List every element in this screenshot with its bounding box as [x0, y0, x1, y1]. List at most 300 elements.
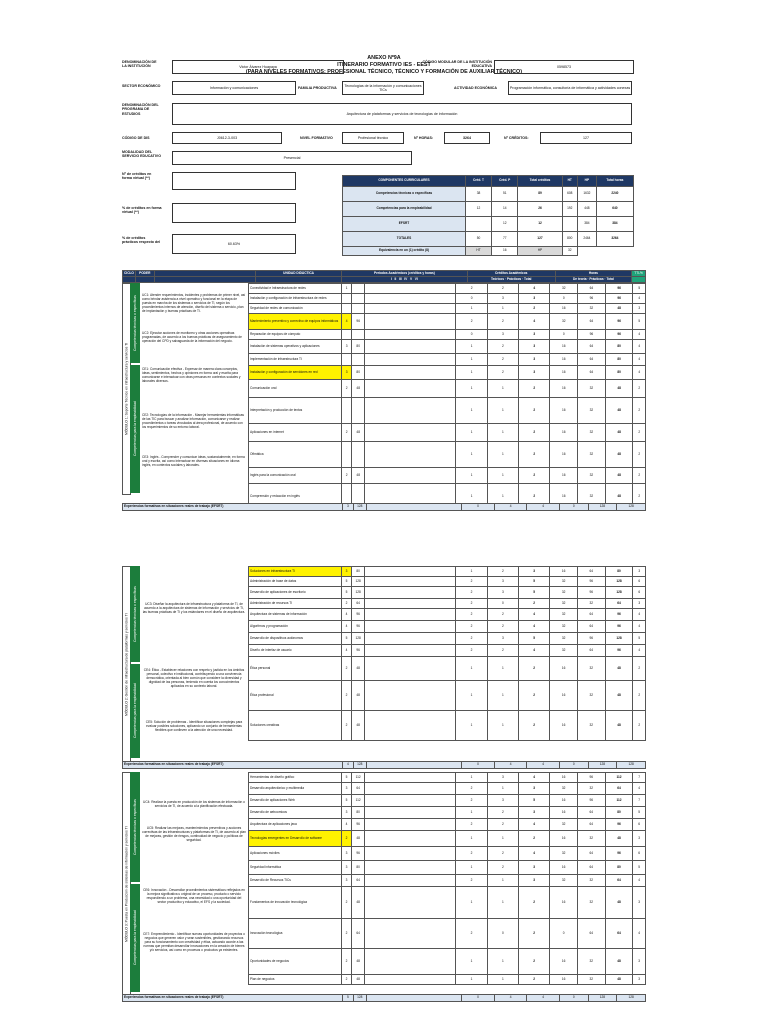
table-row	[249, 609, 646, 621]
period-blank-cell	[365, 468, 456, 484]
unidad-cell: Implementación de infraestructura TI	[249, 354, 342, 366]
ce6-text: CE6: Innovación - Desarrollar procedimientos sistemáticos reflejados en la mejora significativa u original de un proceso, producto o servicio respondiendo a un problema, una necesidad o una oportunidad del sector productivo y educativo, el EFS y la sociedad.	[143, 888, 245, 904]
credit-practico-cell: 3	[487, 795, 518, 807]
credit-total-cell: 5	[519, 795, 550, 807]
hours-teoria-cell: 32	[550, 609, 578, 621]
table-row	[249, 577, 646, 587]
hours-practica-cell: 32	[578, 484, 606, 510]
unidad-cell: Instalación de sistemas operativos y aplicaciones	[249, 340, 342, 354]
table-row	[249, 887, 646, 919]
sub-horas: De teoría · Prácticas · Total	[555, 277, 631, 283]
summary-cell: 77	[492, 232, 518, 247]
period-blank-cell	[364, 577, 455, 587]
period-blank-cell	[364, 819, 455, 831]
col-horas: Horas	[555, 271, 631, 277]
ttl-cell: 3	[633, 975, 646, 985]
hours-teoria-cell: 32	[550, 577, 578, 587]
credit-total-cell: 4	[519, 609, 550, 621]
hours-teoria-cell: 16	[550, 711, 578, 741]
credit-teorico-cell: 1	[456, 398, 487, 424]
period-blank-cell	[364, 681, 455, 711]
period-blank-cell	[364, 633, 455, 645]
actividad-label: ACTIVIDAD ECONÓMICA	[454, 86, 497, 90]
hours-teoria-cell: 16	[550, 773, 578, 783]
credit-total-cell: 2	[519, 304, 550, 314]
hours-total-cell: 96	[605, 645, 633, 657]
hours-teoria-cell: 32	[550, 819, 578, 831]
ttl-cell: 2	[633, 442, 646, 468]
period-blank-cell	[364, 567, 455, 577]
module-1-band-tech: Competencias técnicas o específicas	[130, 283, 140, 363]
credit-practico-cell: 2	[487, 314, 518, 330]
hours-total-cell: 48	[605, 711, 633, 741]
virtual3-label: % de créditos prácticos respecto del	[122, 236, 161, 245]
period-hours-cell: 48	[352, 975, 365, 985]
period-credit-cell: 2	[341, 887, 352, 919]
hours-total-cell: 96	[605, 847, 633, 861]
credit-teorico-cell: 2	[456, 919, 487, 949]
period-credit-cell: 2	[341, 711, 352, 741]
summary-cell: 2240	[596, 187, 633, 202]
hours-total-cell: 48	[605, 398, 633, 424]
period-hours-cell: 48	[352, 831, 365, 847]
hours-total-cell: 48	[605, 304, 633, 314]
hours-teoria-cell: 16	[550, 887, 578, 919]
ce2-text: CE2: Tecnologías de la información - Manejar herramientas informáticas de las TIC para buscar y analizar información, comunicarse y realizar procedimientos o tareas vinculados al área profesional, de acuerdo con los requerimientos de su entorno laboral.	[142, 413, 244, 429]
period-blank-cell	[365, 340, 456, 354]
period-credit-cell	[341, 398, 352, 424]
credit-practico-cell: 2	[487, 284, 518, 294]
credit-teorico-cell: 1	[456, 468, 487, 484]
credit-practico-cell: 1	[487, 424, 518, 442]
period-blank-cell	[365, 424, 456, 442]
period-credit-cell: 5	[341, 773, 352, 783]
module-3-table	[248, 772, 646, 985]
module-1-title: MÓDULO 1: Soporte Técnico en infraestructura y servicios TI	[122, 283, 131, 495]
credit-practico-cell: 3	[487, 633, 518, 645]
credit-total-cell: 5	[519, 633, 550, 645]
period-credit-cell	[341, 294, 352, 304]
period-blank-cell	[364, 875, 455, 887]
period-credit-cell	[341, 304, 352, 314]
period-credit-cell: 4	[341, 819, 352, 831]
period-blank-cell	[364, 831, 455, 847]
credit-practico-cell: 2	[487, 807, 518, 819]
module-2-band-emp: Competencias para la empleabilidad	[130, 664, 140, 758]
period-hours-cell: 48	[352, 887, 365, 919]
hours-teoria-cell: 16	[550, 657, 578, 681]
module-2-table	[248, 566, 646, 741]
ttl-cell: 4	[633, 919, 646, 949]
credit-practico-cell: 2	[487, 609, 518, 621]
hours-practica-cell: 96	[578, 294, 606, 304]
credit-teorico-cell: 2	[456, 577, 487, 587]
credit-practico-cell: 1	[487, 875, 518, 887]
period-hours-cell: 48	[352, 681, 365, 711]
credit-total-cell: 2	[519, 468, 550, 484]
hours-teoria-cell: 0	[550, 294, 578, 304]
hours-practica-cell: 32	[578, 468, 606, 484]
period-hours-cell	[352, 330, 365, 340]
equiv-hp: HP	[518, 247, 562, 256]
hours-practica-cell: 96	[577, 633, 605, 645]
unidad-cell: Soluciones creativas	[249, 711, 342, 741]
table-row	[249, 949, 646, 975]
period-blank-cell	[364, 621, 455, 633]
credit-practico-cell: 1	[487, 304, 518, 314]
period-blank-cell	[364, 773, 455, 783]
ttl-cell: 4	[633, 875, 646, 887]
period-hours-cell: 96	[352, 609, 365, 621]
credit-teorico-cell: 2	[456, 847, 487, 861]
col-ttl: TTL%	[632, 271, 646, 277]
credit-practico-cell: 3	[487, 773, 518, 783]
period-credit-cell: 3	[341, 783, 352, 795]
credit-teorico-cell: 2	[456, 645, 487, 657]
ce5-text: CE5: Solución de problemas - Identificar situaciones complejas para evaluar posibles soluciones, aplicando un conjunto de herramientas flexibles que conlleven a la atención de una necesidad.	[145, 720, 243, 732]
credit-practico-cell: 2	[487, 819, 518, 831]
period-hours-cell: 48	[352, 468, 365, 484]
period-credit-cell: 5	[341, 577, 352, 587]
summary-cell: 89	[518, 187, 562, 202]
credit-teorico-cell: 2	[456, 609, 487, 621]
credit-teorico-cell: 2	[456, 875, 487, 887]
credit-total-cell: 3	[519, 567, 550, 577]
summary-cell: TOTALES	[343, 232, 466, 247]
period-hours-cell: 64	[352, 919, 365, 949]
nivel-label: NIVEL FORMATIVO	[300, 136, 333, 140]
credit-total-cell: 2	[519, 887, 550, 919]
period-hours-cell: 128	[352, 577, 365, 587]
table-row	[249, 847, 646, 861]
hours-practica-cell: 96	[577, 795, 605, 807]
credit-practico-cell: 1	[487, 711, 518, 741]
credit-practico-cell: 2	[487, 340, 518, 354]
credit-practico-cell: 1	[487, 783, 518, 795]
summary-cell: 800	[562, 232, 578, 247]
unidad-cell: Soluciones en infraestructura TI	[249, 567, 342, 577]
credit-practico-cell: 1	[487, 442, 518, 468]
period-hours-cell: 128	[352, 587, 365, 599]
period-hours-cell: 80	[352, 807, 365, 819]
horas-value: 3264	[444, 132, 490, 144]
hours-total-cell: 80	[605, 366, 633, 380]
hours-total-cell: 96	[605, 314, 633, 330]
unidad-cell: Comunicación oral	[249, 380, 342, 398]
table-row	[249, 587, 646, 599]
table-row	[249, 330, 646, 340]
unidad-cell: Desarrollo de dispositivos autónomos	[249, 633, 342, 645]
credit-total-cell: 2	[519, 442, 550, 468]
period-credit-cell: 2	[341, 380, 352, 398]
hours-teoria-cell: 16	[550, 484, 578, 510]
period-hours-cell: 48	[352, 711, 365, 741]
module-2-band-tech: Competencias técnicas o específicas	[130, 566, 140, 662]
credit-teorico-cell: 0	[456, 294, 487, 304]
efsrt-label: Experiencias formativas en situaciones reales de trabajo (EFSRT)	[123, 995, 343, 1002]
period-hours-cell	[352, 294, 365, 304]
period-hours-cell: 48	[352, 380, 365, 398]
hours-teoria-cell: 16	[550, 442, 578, 468]
period-credit-cell	[341, 330, 352, 340]
period-blank-cell	[365, 366, 456, 380]
hours-teoria-cell: 16	[550, 807, 578, 819]
table-row	[249, 294, 646, 304]
period-credit-cell	[341, 442, 352, 468]
table-row	[249, 783, 646, 795]
ce4-text: CE4: Ética - Establecer relaciones con respeto y justicia en los ámbitos personal, colectivo e institucional, contribuyendo a una convivencia democrática, orientada al bien común que considere la diversidad y dignidad de las personas, teniendo en cuenta los conocimientos aplicados en su contexto laboral.	[143, 668, 245, 688]
hours-total-cell: 48	[605, 681, 633, 711]
table-row	[249, 354, 646, 366]
table-row	[249, 795, 646, 807]
period-hours-cell: 48	[352, 949, 365, 975]
period-hours-cell: 64	[352, 875, 365, 887]
period-credit-cell: 2	[341, 949, 352, 975]
unidad-cell: Seguridad de redes de comunicación	[249, 304, 342, 314]
hours-total-cell: 80	[605, 861, 633, 875]
summary-cell: 448	[578, 202, 597, 217]
unidad-cell: Innovación tecnológica	[249, 919, 342, 949]
period-hours-cell	[352, 442, 365, 468]
ttl-cell: 4	[633, 783, 646, 795]
summary-table	[342, 175, 634, 256]
unidad-cell: Oportunidades de negocios	[249, 949, 342, 975]
period-blank-cell	[365, 398, 456, 424]
hours-total-cell: 96	[605, 330, 633, 340]
unidad-cell: Instalación y configuración de servidores en red	[249, 366, 342, 380]
module-1	[122, 283, 646, 503]
unidad-cell: Desarrollo arquitectónico y multimedia	[249, 783, 342, 795]
module-1-table	[248, 283, 646, 510]
credit-total-cell: 3	[519, 354, 550, 366]
table-row	[249, 975, 646, 985]
ttl-cell: 3	[633, 304, 646, 314]
table-row	[249, 468, 646, 484]
unidad-cell: Ética profesional	[249, 681, 342, 711]
hours-teoria-cell: 16	[550, 795, 578, 807]
period-credit-cell: 2	[341, 424, 352, 442]
credit-teorico-cell: 2	[456, 284, 487, 294]
period-blank-cell	[364, 975, 455, 985]
credit-total-cell: 2	[519, 975, 550, 985]
module-3-efsrt: Experiencias formativas en situaciones reales de trabajo (EFSRT) 5 128 0 4 4 0 128 128	[122, 994, 646, 1002]
hours-total-cell: 48	[605, 949, 633, 975]
ttl-cell: 3	[633, 599, 646, 609]
period-credit-cell: 4	[341, 609, 352, 621]
hours-teoria-cell: 16	[550, 398, 578, 424]
unidad-cell: Desarrollo de aeboomicos	[249, 807, 342, 819]
hours-teoria-cell: 32	[550, 783, 578, 795]
table-row	[249, 304, 646, 314]
credit-practico-cell: 2	[487, 354, 518, 366]
table-row	[249, 807, 646, 819]
unidad-cell: Desarrollo de Recursos TICs	[249, 875, 342, 887]
credit-practico-cell: 0	[487, 919, 518, 949]
hours-practica-cell: 64	[577, 919, 605, 949]
table-row	[249, 442, 646, 468]
hours-practica-cell: 32	[577, 599, 605, 609]
period-hours-cell: 96	[352, 314, 365, 330]
unidad-cell: Plan de negocios	[249, 975, 342, 985]
credit-practico-cell: 2	[487, 847, 518, 861]
credit-teorico-cell: 1	[456, 681, 487, 711]
ttl-cell: 4	[633, 340, 646, 354]
period-hours-cell	[352, 354, 365, 366]
credit-practico-cell: 1	[487, 484, 518, 510]
hours-practica-cell: 64	[578, 314, 606, 330]
period-blank-cell	[364, 887, 455, 919]
ttl-cell: 2	[633, 380, 646, 398]
period-hours-cell: 80	[352, 861, 365, 875]
period-credit-cell: 3	[341, 366, 352, 380]
hours-practica-cell: 32	[577, 831, 605, 847]
unidad-cell: Arquitectura de aplicaciones java	[249, 819, 342, 831]
sector-value: Información y comunicaciones	[172, 81, 296, 95]
unidad-cell: Ofimática	[249, 442, 342, 468]
credit-practico-cell: 1	[487, 887, 518, 919]
hours-practica-cell: 32	[577, 875, 605, 887]
credit-practico-cell: 1	[487, 398, 518, 424]
period-hours-cell	[352, 284, 365, 294]
summary-header: Total horas	[596, 176, 633, 187]
hours-practica-cell: 64	[577, 609, 605, 621]
period-credit-cell: 1	[341, 284, 352, 294]
hours-teoria-cell: 16	[550, 949, 578, 975]
hours-teoria-cell: 16	[550, 567, 578, 577]
period-blank-cell	[365, 442, 456, 468]
table-row	[249, 657, 646, 681]
doc-title	[0, 55, 768, 76]
ttl-cell: 4	[633, 354, 646, 366]
hours-practica-cell: 32	[578, 398, 606, 424]
period-blank-cell	[364, 609, 455, 621]
period-credit-cell: 5	[341, 795, 352, 807]
ttl-cell: 2	[633, 681, 646, 711]
credit-total-cell: 2	[519, 711, 550, 741]
hours-total-cell: 80	[605, 354, 633, 366]
hours-practica-cell: 32	[578, 442, 606, 468]
ttl-cell: 2	[633, 424, 646, 442]
sector-label: SECTOR ECONÓMICO	[122, 84, 161, 88]
period-hours-cell	[352, 398, 365, 424]
hours-total-cell: 64	[605, 919, 633, 949]
table-row	[249, 633, 646, 645]
table-row	[249, 398, 646, 424]
credit-practico-cell: 2	[487, 366, 518, 380]
summary-cell: 12	[466, 202, 492, 217]
period-credit-cell: 3	[341, 807, 352, 819]
credit-practico-cell: 1	[487, 831, 518, 847]
period-hours-cell: 80	[352, 340, 365, 354]
col-unidad: UNIDAD DIDÁCTICA	[256, 271, 342, 277]
ttl-cell: 3	[633, 567, 646, 577]
period-credit-cell	[341, 354, 352, 366]
hours-total-cell: 48	[605, 887, 633, 919]
virtual1-label: Nº de créditos en forma virtual (**)	[122, 172, 152, 181]
credit-total-cell: 3	[519, 783, 550, 795]
period-hours-cell: 96	[352, 819, 365, 831]
credit-total-cell: 3	[519, 807, 550, 819]
credit-practico-cell: 2	[487, 567, 518, 577]
hours-practica-cell: 64	[577, 819, 605, 831]
credit-teorico-cell: 1	[456, 657, 487, 681]
table-row	[249, 711, 646, 741]
unidad-cell: Ética personal	[249, 657, 342, 681]
unidad-cell: Instalación y configuración de infraestructura de redes	[249, 294, 342, 304]
credit-teorico-cell: 1	[456, 442, 487, 468]
unidad-cell: Conectividad e Infraestructura de redes	[249, 284, 342, 294]
period-blank-cell	[365, 284, 456, 294]
unidad-cell: Arquitectura de sistemas de información	[249, 609, 342, 621]
hours-practica-cell: 96	[577, 587, 605, 599]
summary-cell	[562, 217, 578, 232]
familia-value: Tecnologías de la información y comunicaciones TICs	[342, 81, 424, 95]
hours-teoria-cell: 16	[550, 380, 578, 398]
nivel-value: Profesional técnico	[342, 132, 404, 144]
period-blank-cell	[365, 380, 456, 398]
summary-cell: 384	[578, 217, 597, 232]
sub-creditos: Teóricos · Prácticos · Total	[467, 277, 555, 283]
title-line-1: ANEXO Nº9A	[367, 55, 401, 61]
hours-total-cell: 48	[605, 975, 633, 985]
unidad-cell: Tecnologías emergentes en Desarrollo de software	[249, 831, 342, 847]
unidad-cell: Reparación de equipos de cómputo	[249, 330, 342, 340]
hours-teoria-cell: 32	[550, 847, 578, 861]
equiv-ht: HT	[466, 247, 492, 256]
credit-total-cell: 3	[519, 294, 550, 304]
hours-teoria-cell: 16	[550, 424, 578, 442]
summary-header: Créd. P	[492, 176, 518, 187]
credit-teorico-cell: 1	[456, 887, 487, 919]
credit-total-cell: 4	[519, 314, 550, 330]
table-row	[249, 919, 646, 949]
hours-practica-cell: 64	[577, 645, 605, 657]
period-hours-cell: 48	[352, 424, 365, 442]
credit-teorico-cell: 1	[456, 340, 487, 354]
period-hours-cell: 112	[352, 773, 365, 783]
programa-label: DENOMINACIÓN DEL PROGRAMA DE ESTUDIOS	[122, 103, 159, 116]
equiv-ht-val: 16	[492, 247, 518, 256]
credit-practico-cell: 1	[487, 468, 518, 484]
period-hours-cell: 80	[352, 366, 365, 380]
table-row	[249, 819, 646, 831]
ttl-cell: 7	[633, 773, 646, 783]
hours-teoria-cell: 32	[550, 621, 578, 633]
credit-total-cell: 2	[519, 919, 550, 949]
table-row	[249, 366, 646, 380]
module-2-title: MÓDULO 2: Gestión de infraestructura de plataformas y servicios TI	[122, 566, 131, 763]
col-periodos: Periodos Académicos (créditos y horas)	[342, 271, 468, 277]
codigo-modular-label: CÓDIGO MODULAR DE LA INSTITUCIÓN EDUCATIVA	[422, 60, 492, 69]
hours-total-cell: 128	[605, 633, 633, 645]
period-hours-cell: 128	[352, 633, 365, 645]
credit-teorico-cell: 0	[456, 330, 487, 340]
summary-header: HP	[578, 176, 597, 187]
period-hours-cell: 48	[352, 657, 365, 681]
credit-practico-cell: 3	[487, 587, 518, 599]
title-line-3: (PARA NIVELES FORMATIVOS: PROFESIONAL TÉCNICO, TÉCNICO Y FORMACIÓN DE AUXILIAR TÉCNICO)	[245, 69, 523, 75]
table-row	[249, 681, 646, 711]
modalidad-value: Presencial	[172, 151, 412, 165]
summary-cell: Competencias técnicas o específicas	[343, 187, 466, 202]
period-hours-cell: 96	[352, 847, 365, 861]
credit-teorico-cell: 1	[456, 366, 487, 380]
credit-total-cell: 2	[519, 681, 550, 711]
credit-teorico-cell: 1	[456, 567, 487, 577]
hours-teoria-cell: 32	[550, 599, 578, 609]
ttl-cell: 3	[633, 887, 646, 919]
period-blank-cell	[365, 304, 456, 314]
